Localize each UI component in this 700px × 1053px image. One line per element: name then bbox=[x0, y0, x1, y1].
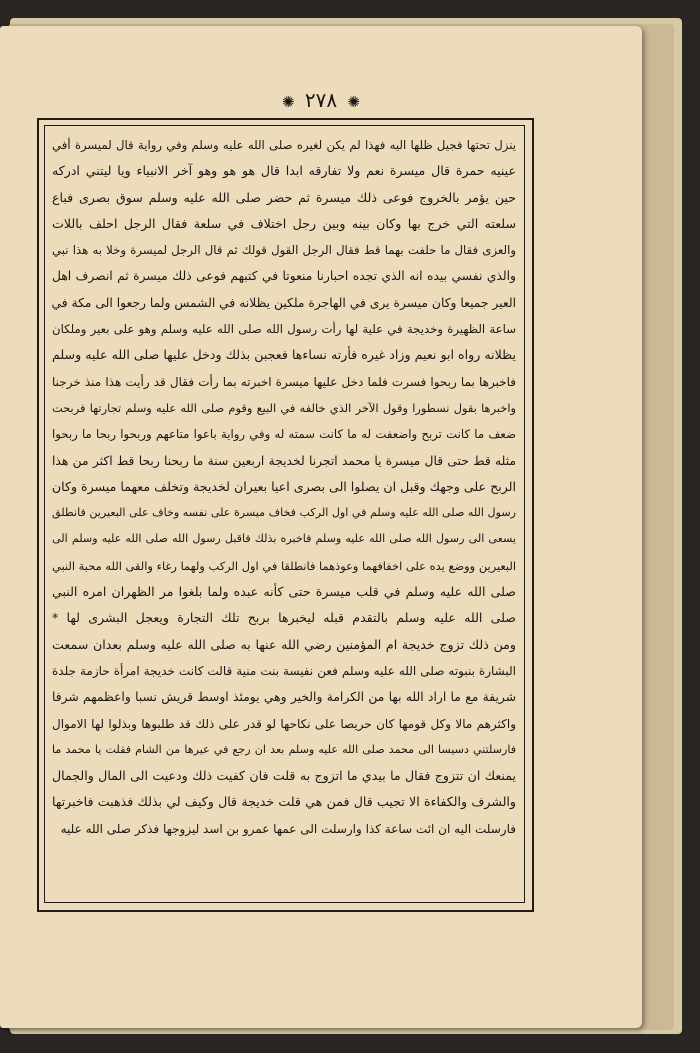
text-line: صلى الله عليه وسلم في قلب ميسرة حتى كأنه عبده ولما بلغوا مر الظهران امره النبي bbox=[52, 584, 516, 600]
text-line: يظلانه رواه ابو نعيم وزاد غيره فأرته نساءها فعجبن بذلك ودخل عليها صلى الله عليه وسلم bbox=[52, 347, 516, 363]
text-line: العير جميعا وكان ميسرة يرى في الهاجرة ملكين يظلانه في الشمس ولما رجعوا الى مكة في bbox=[52, 295, 516, 310]
text-line: ساعة الظهيرة وخديجة في علية لها رأت رسول الله صلى الله عليه وسلم وهو على بعير وملكان bbox=[52, 322, 516, 337]
text-line: رسول الله صلى الله عليه وسلم في اول الركب فخاف ميسرة على نفسه وخاف على البعيرين فانطلق bbox=[52, 506, 516, 520]
text-line: سلعته التي خرج بها وكان بينه وبين رجل اختلاف في سلعة فقال الرجل احلف باللات bbox=[52, 215, 516, 231]
text-line: فارسلت اليه ان ائت ساعة كذا وارسلت الى عمها عمرو بن اسد ليزوجها فذكر صلى الله عليه bbox=[60, 821, 516, 836]
text-line: صلى الله عليه وسلم بالتقدم قبله ليخبرها بربح تلك التجارة ويعجل البشرى لها * bbox=[52, 610, 516, 626]
text-line: حين يؤمر بالخروج فوعى ذلك ميسرة ثم حضر صلى الله عليه وسلم سوق بصرى فباع bbox=[52, 189, 516, 205]
text-line: والشرف والكفاءة الا تجيب قال فمن هي قلت خديجة قال وكيف لي بذلك فذهبت فاخبرتها bbox=[52, 794, 516, 810]
text-line: الربح على وجهك وقبل ان يصلوا الى بصرى اعيا بعيران لخديجة وتخلف معهما ميسرة وكان bbox=[52, 478, 516, 494]
text-line: ومن ذلك تزوج خديجة ام المؤمنين رضي الله عنها به صلى الله عليه وسلم بعدان سمعت bbox=[52, 636, 516, 652]
text-line: مثله قط حتى قال ميسرة يا محمد اتجرنا لخديجة اربعين سنة ما ربحنا ربحا قط اكثر من هذا bbox=[52, 453, 516, 468]
text-line: والذي نفسي بيده انه الذي تجده احبارنا منعوتا في كتبهم فوعى ذلك ميسرة ثم انصرف اهل bbox=[52, 269, 516, 284]
book-page bbox=[0, 26, 642, 1028]
text-line: يسعى الى رسول الله صلى الله عليه وسلم فاخبره بذلك فاقبل رسول الله صلى الله عليه وسلم الى bbox=[52, 532, 516, 546]
page-number bbox=[0, 88, 642, 112]
body-text bbox=[52, 132, 516, 896]
text-line: واكثرهم مالا وكل قومها كان حريصا على نكاحها لو قدر على ذلك قد طلبوها وبذلوا لها الاموال bbox=[52, 716, 516, 731]
text-line: فارسلتني دسيسا الى محمد صلى الله عليه وسلم بعد ان رجع في عيرها من الشام فقلت يا محمد ما bbox=[52, 742, 516, 756]
ornament-right-icon: ✺ bbox=[347, 93, 361, 111]
text-line: واخبرها بقول نسطورا وقول الآخر الذي خالفه في البيع وقوم صلى الله عليه وسلم تجارتها فربحت bbox=[52, 400, 516, 415]
text-line: فاخبرها بما ربحوا فسرت فلما دخل عليها ميسرة اخبرته بما رأت فقال قد رأيت هذا منذ خرجنا bbox=[52, 374, 516, 389]
text-line: شريفة مع ما اراد الله بها من الكرامة والخير وهي يومئذ اوسط قريش نسبا واعظمهم شرفا bbox=[52, 690, 516, 705]
text-line: ينزل تحتها فجيل ظلها اليه فهذا لم يكن لغيره صلى الله عليه وسلم وفي رواية قال لميسرة أفي bbox=[52, 138, 516, 152]
text-line: والعزى فقال ما حلفت بهما قط فقال الرجل القول قولك ثم قال الرجل لميسرة وخلا به هذا نبي bbox=[52, 243, 516, 258]
ornament-left-icon: ✺ bbox=[281, 93, 295, 111]
text-line: عينيه حمرة قال ميسرة نعم ولا تفارقه ابدا قال هو هو وهو آخر الانبياء ويا ليتني ادركه bbox=[52, 163, 516, 179]
text-line: البشارة بنبوته صلى الله عليه وسلم فعن نفيسة بنت منية قالت كانت خديجة امرأة حازمة جلدة bbox=[52, 663, 516, 678]
page-number-value: ٢٧٨ bbox=[304, 88, 338, 112]
text-line: ضعف ما كانت تربح واضعفت له ما كانت سمته له وفي رواية باعوا متاعهم وربحوا ربحا ما ربحوا bbox=[52, 427, 516, 442]
text-line: البعيرين ووضع يده على اخفافهما وعوذهما فانطلقا في اول الركب ولهما رغاء والقى الله محبة النبي bbox=[52, 558, 516, 573]
text-line: يمنعك ان تتزوج فقال ما بيدي ما اتزوج به قلت فان كفيت ذلك ودعيت الى المال والجمال bbox=[52, 768, 516, 784]
